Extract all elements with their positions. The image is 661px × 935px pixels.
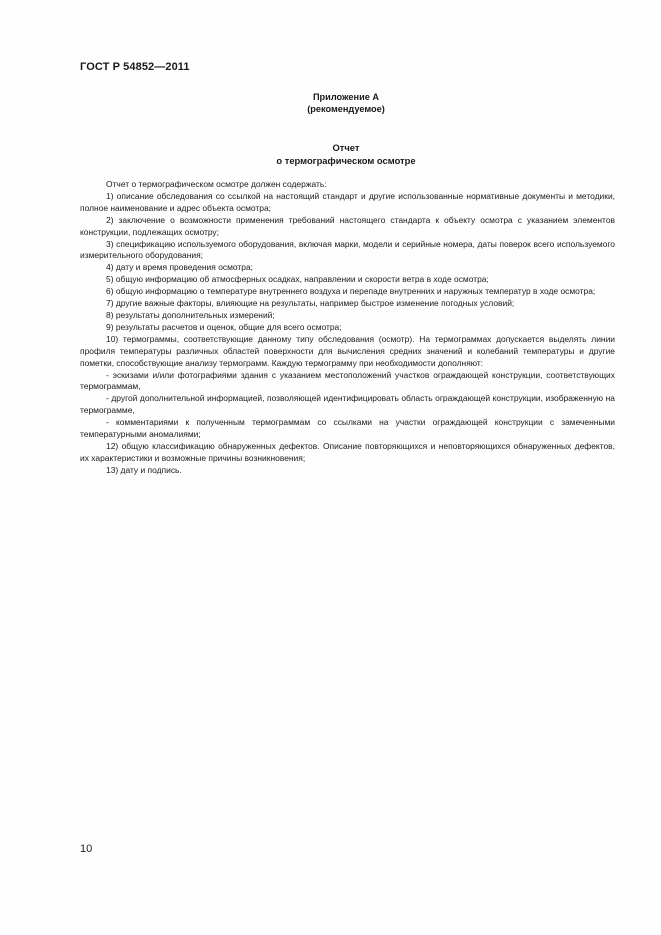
sub-list-item: - эскизами и/или фотографиями здания с указанием местоположений участков ограждающей конструкции, соответствующих термограммам, [80,369,615,392]
report-subtitle: о термографическом осмотре [276,154,416,166]
list-item: 13) дату и подпись. [106,464,182,475]
list-item: 12) общую классификацию обнаруженных дефектов. Описание повторяющихся и неповторяющихся обнаруженных дефектов, их характеристики и возможные причины возникновения; [80,440,615,463]
list-item: 9) результаты расчетов и оценок, общие для всего осмотра; [106,321,342,332]
sub-list-item: - другой дополнительной информацией, позволяющей идентифицировать область ограждающей конструкции, изображенную на термограмме, [80,393,615,416]
list-item: 6) общую информацию о температуре внутреннего воздуха и перепаде внутренних и наружных температур в ходе осмотра; [106,286,596,297]
page-number: 10 [80,843,93,855]
list-item: 8) результаты дополнительных измерений; [106,309,275,320]
standard-header: ГОСТ Р 54852—2011 [80,61,190,73]
document-body [80,179,615,477]
list-item: 1) описание обследования со ссылкой на настоящий стандарт и другие использованные нормативные документы и методики, полное наименование и адрес объекта осмотра; [80,190,615,213]
sub-list-item: - комментариями к полученным термограммам со ссылками на участки ограждающей конструкции с замеченными температурными аномалиями; [80,417,615,440]
appendix-heading [0,91,661,115]
list-item: 2) заключение о возможности применения требований настоящего стандарта к объекту осмотра с указанием элементов конструкции, подлежащих осмотру; [80,214,615,237]
list-item: 7) другие важные факторы, влияющие на результаты, например быстрое изменение погодных условий; [106,298,515,309]
list-item: 10) термограммы, соответствующие данному типу обследования (осмотр). На термограммах допускается выделять линии профиля температуры различных областей поверхности для вычисления средних значений и колебаний температуры и другие пометки, способствующие анализу термограмм. Каждую термограмму при необходимости дополняют: [80,333,615,368]
list-item: 3) спецификацию используемого оборудования, включая марки, модели и серийные номера, даты поверок всего используемого измерительного оборудования; [80,238,615,261]
report-heading [0,142,661,167]
list-item: 4) дату и время проведения осмотра; [106,262,254,273]
list-item: 5) общую информацию об атмосферных осадках, направлении и скорости ветра в ходе осмотра; [106,274,489,285]
appendix-status: (рекомендуемое) [307,104,385,114]
paragraph-intro: Отчет о термографическом осмотре должен содержать: [106,179,327,189]
appendix-title: Приложение А [312,92,380,102]
report-title: Отчет [332,142,360,153]
